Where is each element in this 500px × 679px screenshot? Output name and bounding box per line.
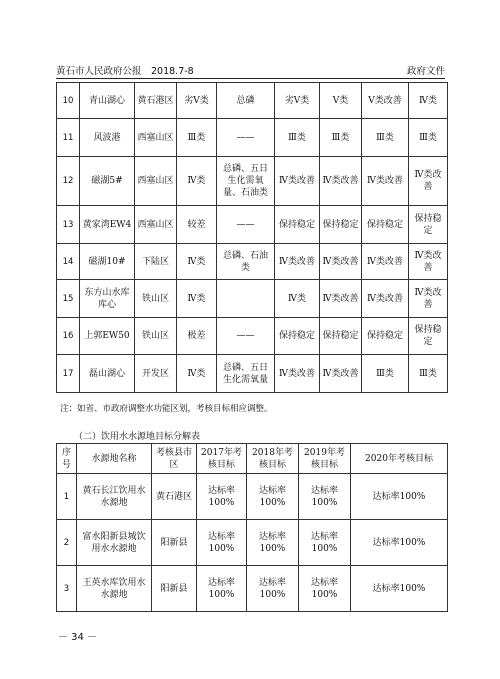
table-header-row: [57, 444, 448, 474]
table-cell: 达标率100%: [247, 566, 299, 612]
table-cell: 达标率100%: [351, 474, 448, 520]
table-row: [57, 157, 448, 206]
table-cell: 较差: [177, 206, 217, 244]
table-cell: Ⅳ类改善: [409, 244, 448, 280]
table-cell: Ⅲ类: [362, 119, 409, 157]
page-number: － 34 －: [58, 632, 98, 643]
table-cell: Ⅳ类: [177, 355, 217, 393]
table-note: 注：如省、市政府调整水功能区划，考核目标相应调整。: [60, 404, 273, 414]
table-cell: Ⅳ类改善: [409, 280, 448, 318]
table-cell: ——: [217, 119, 275, 157]
table-cell: 总磷、五日生化需氧量: [217, 355, 275, 393]
table-cell: 风波港: [80, 119, 135, 157]
table-cell: 总磷、石油类: [217, 244, 275, 280]
table-cell: 黄石港区: [152, 474, 197, 520]
table-cell: 达标率100%: [197, 474, 247, 520]
table-cell: 磊山湖心: [80, 355, 135, 393]
table-cell: Ⅳ类改善: [362, 280, 409, 318]
table-cell: 保持稳定: [320, 206, 362, 244]
table-cell: Ⅳ类改善: [275, 157, 320, 206]
table-cell: Ⅳ类改善: [362, 157, 409, 206]
table-cell: ——: [217, 206, 275, 244]
table-cell: 上郭EW50: [80, 318, 135, 355]
table-cell: 富水阳新县城饮用水水源地: [77, 520, 152, 566]
table-cell: 保持稳定: [362, 318, 409, 355]
table-cell: 劣Ⅴ类: [275, 83, 320, 119]
table-cell: 黄石港区: [135, 83, 177, 119]
table-cell: 铁山区: [135, 280, 177, 318]
table-row: [57, 244, 448, 280]
table-cell: 黄石长江饮用水水源地: [77, 474, 152, 520]
table-cell: 14: [57, 244, 80, 280]
column-header: 2018年考核目标: [247, 444, 299, 474]
table-cell: Ⅳ类: [177, 244, 217, 280]
table-cell: 达标率100%: [247, 474, 299, 520]
table-cell: 黄家湾EW4: [80, 206, 135, 244]
table-cell: 达标率100%: [299, 566, 351, 612]
column-header: 2020年考核目标: [351, 444, 448, 474]
table-row: [57, 119, 448, 157]
header-rule: [56, 78, 445, 79]
table-row: [57, 280, 448, 318]
column-header: 序号: [57, 444, 77, 474]
table-cell: [217, 280, 275, 318]
table-cell: Ⅳ类: [177, 157, 217, 206]
table-cell: Ⅲ类: [409, 119, 448, 157]
table-cell: 达标率100%: [299, 474, 351, 520]
table-cell: 达标率100%: [197, 520, 247, 566]
table-row: [57, 83, 448, 119]
table-cell: 总磷: [217, 83, 275, 119]
section-title: （二）饮用水水源地目标分解表: [74, 432, 201, 442]
table-cell: 总磷、五日生化需氧量、石油类: [217, 157, 275, 206]
table-cell: 保持稳定: [275, 206, 320, 244]
table-cell: Ⅳ类: [275, 280, 320, 318]
table-cell: Ⅲ类: [177, 119, 217, 157]
column-header: 考核县市区: [152, 444, 197, 474]
table-cell: 保持稳定: [409, 318, 448, 355]
table-cell: Ⅳ类改善: [320, 244, 362, 280]
table-row: [57, 206, 448, 244]
table-cell: 铁山区: [135, 318, 177, 355]
header-title: 黄石市人民政府公报 2018.7-8: [56, 66, 194, 77]
table-cell: 东方山水库库心: [80, 280, 135, 318]
table-row: [57, 520, 448, 566]
table-cell: 保持稳定: [362, 206, 409, 244]
table-cell: 西塞山区: [135, 119, 177, 157]
table-row: [57, 474, 448, 520]
column-header: 2017年考核目标: [197, 444, 247, 474]
table-cell: 保持稳定: [275, 318, 320, 355]
table-cell: 保持稳定: [320, 318, 362, 355]
table-row: [57, 355, 448, 393]
water-quality-target-table: [56, 82, 448, 393]
table-cell: 12: [57, 157, 80, 206]
table-cell: Ⅳ类改善: [320, 280, 362, 318]
table-cell: Ⅴ类改善: [362, 83, 409, 119]
table-cell: Ⅳ类改善: [320, 355, 362, 393]
table-cell: 15: [57, 280, 80, 318]
table-cell: Ⅲ类: [362, 355, 409, 393]
drinking-water-target-table: [56, 443, 448, 612]
table-cell: 磁湖10#: [80, 244, 135, 280]
column-header: 水源地名称: [77, 444, 152, 474]
table-cell: 达标率100%: [197, 566, 247, 612]
table-cell: 青山湖心: [80, 83, 135, 119]
table-cell: 达标率100%: [351, 566, 448, 612]
table-cell: Ⅳ类改善: [362, 244, 409, 280]
table-cell: 保持稳定: [409, 206, 448, 244]
table-cell: Ⅳ类: [177, 280, 217, 318]
table-cell: 劣Ⅴ类: [177, 83, 217, 119]
table-cell: 磁湖5#: [80, 157, 135, 206]
table-row: [57, 318, 448, 355]
table-cell: Ⅳ类改善: [409, 157, 448, 206]
table-cell: 极差: [177, 318, 217, 355]
table-row: [57, 566, 448, 612]
header-section: 政府文件: [406, 66, 445, 77]
table-cell: 王英水库饮用水水源地: [77, 566, 152, 612]
table-cell: ——: [217, 318, 275, 355]
table-cell: 11: [57, 119, 80, 157]
table-cell: Ⅳ类: [409, 83, 448, 119]
table-cell: 西塞山区: [135, 206, 177, 244]
table-cell: 达标率100%: [247, 520, 299, 566]
table-cell: 10: [57, 83, 80, 119]
table-cell: Ⅳ类改善: [275, 355, 320, 393]
table-cell: Ⅴ类: [320, 83, 362, 119]
table-cell: 1: [57, 474, 77, 520]
column-header: 2019年考核目标: [299, 444, 351, 474]
table-cell: 17: [57, 355, 80, 393]
table-cell: Ⅲ类: [320, 119, 362, 157]
table-cell: 西塞山区: [135, 157, 177, 206]
table-cell: Ⅳ类改善: [275, 244, 320, 280]
table-cell: 13: [57, 206, 80, 244]
table-cell: 达标率100%: [299, 520, 351, 566]
table-cell: 阳新县: [152, 520, 197, 566]
table-cell: 2: [57, 520, 77, 566]
table-cell: Ⅳ类改善: [320, 157, 362, 206]
table-cell: Ⅲ类: [409, 355, 448, 393]
table-cell: 阳新县: [152, 566, 197, 612]
table-cell: 3: [57, 566, 77, 612]
table-cell: 16: [57, 318, 80, 355]
table-cell: 开发区: [135, 355, 177, 393]
table-cell: 达标率100%: [351, 520, 448, 566]
table-cell: Ⅲ类: [275, 119, 320, 157]
table-cell: 下陆区: [135, 244, 177, 280]
